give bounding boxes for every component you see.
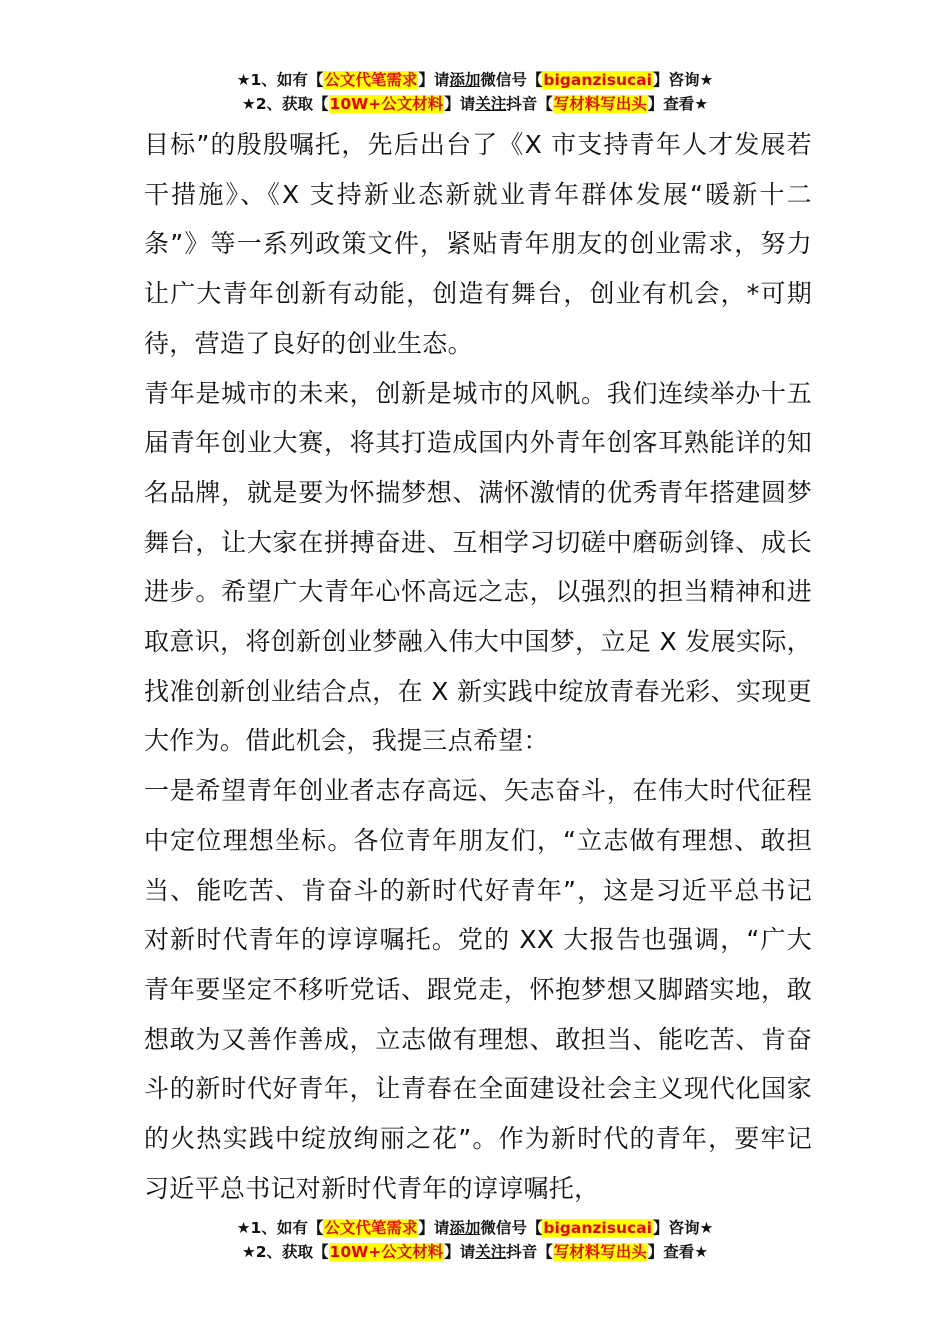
footer-line-2-underlined: 关注	[475, 1243, 507, 1261]
header-line-1-mid: 】请	[418, 71, 450, 89]
footer-line-1-highlight-service: 公文代笔需求	[324, 1219, 418, 1237]
header-line-1-highlight-wechat-id: biganzisucai	[543, 71, 652, 89]
footer-line-2-prefix: ★2、获取【	[241, 1243, 329, 1261]
header-banner	[0, 68, 950, 116]
footer-line-2-mid: 】请	[444, 1243, 476, 1261]
footer-line-1-mid: 】请	[418, 1219, 450, 1237]
header-line-2-highlight-materials: 10W+公文材料	[329, 95, 444, 113]
footer-line-1-prefix: ★1、如有【	[236, 1219, 324, 1237]
header-line-1-prefix: ★1、如有【	[236, 71, 324, 89]
footer-line-1-suffix: 】咨询★	[652, 1219, 714, 1237]
footer-line-2-mid-2: 抖音【	[506, 1243, 553, 1261]
header-line-1-highlight-service: 公文代笔需求	[324, 71, 418, 89]
header-line-1-suffix: 】咨询★	[652, 71, 714, 89]
body-paragraph-2: 青年是城市的未来，创新是城市的风帆。我们连续举办十五届青年创业大赛，将其打造成国内外青年创客耳熟能详的知名品牌，就是要为怀揣梦想、满怀激情的优秀青年搭建圆梦舞台，让大家在拼搏奋进、互相学习切磋中磨砺剑锋、成长进步。希望广大青年心怀高远之志，以强烈的担当精神和进取意识，将创新创业梦融入伟大中国梦，立足 X 发展实际，找准创新创业结合点，在 X 新实践中绽放青春光彩、实现更大作为。借此机会，我提三点希望：	[144, 378, 812, 756]
header-line-2-highlight-account: 写材料写出头	[553, 95, 647, 113]
footer-banner	[0, 1216, 950, 1264]
header-line-1-underlined: 添加	[449, 71, 481, 89]
header-line-2-suffix: 】查看★	[647, 95, 709, 113]
header-line-1-mid-2: 微信号【	[480, 71, 543, 89]
header-line-2-underlined: 关注	[475, 95, 507, 113]
header-line-1	[0, 68, 950, 92]
body-paragraph-3: 一是希望青年创业者志存高远、矢志奋斗，在伟大时代征程中定位理想坐标。各位青年朋友们，“立志做有理想、敢担当、能吃苦、肯奋斗的新时代好青年”，这是习近平总书记对新时代青年的谆谆嘱托。党的 XX 大报告也强调，“广大青年要坚定不移听党话、跟党走，怀抱梦想又脚踏实地，敢想敢为又善作善成，立志做有理想、敢担当、能吃苦、肯奋斗的新时代好青年，让青春在全面建设社会主义现代化国家的火热实践中绽放绚丽之花”。作为新时代的青年，要牢记习近平总书记对新时代青年的谆谆嘱托，	[144, 776, 812, 1203]
header-line-2	[0, 92, 950, 116]
header-line-2-prefix: ★2、获取【	[241, 95, 329, 113]
footer-line-2-highlight-account: 写材料写出头	[553, 1243, 647, 1261]
header-line-2-mid: 】请	[444, 95, 476, 113]
footer-line-1-underlined: 添加	[449, 1219, 481, 1237]
document-body	[144, 120, 812, 1213]
footer-line-2	[0, 1240, 950, 1264]
body-paragraph-1: 目标”的殷殷嘱托，先后出台了《X 市支持青年人才发展若干措施》、《X 支持新业态新就业青年群体发展“暖新十二条”》等一系列政策文件，紧贴青年朋友的创业需求，努力让广大青年创新有动能，创造有舞台，创业有机会，*可期待，营造了良好的创业生态。	[144, 130, 812, 358]
footer-line-1-highlight-wechat-id: biganzisucai	[543, 1219, 652, 1237]
footer-line-2-highlight-materials: 10W+公文材料	[329, 1243, 444, 1261]
footer-line-1	[0, 1216, 950, 1240]
header-line-2-mid-2: 抖音【	[506, 95, 553, 113]
footer-line-2-suffix: 】查看★	[647, 1243, 709, 1261]
footer-line-1-mid-2: 微信号【	[480, 1219, 543, 1237]
